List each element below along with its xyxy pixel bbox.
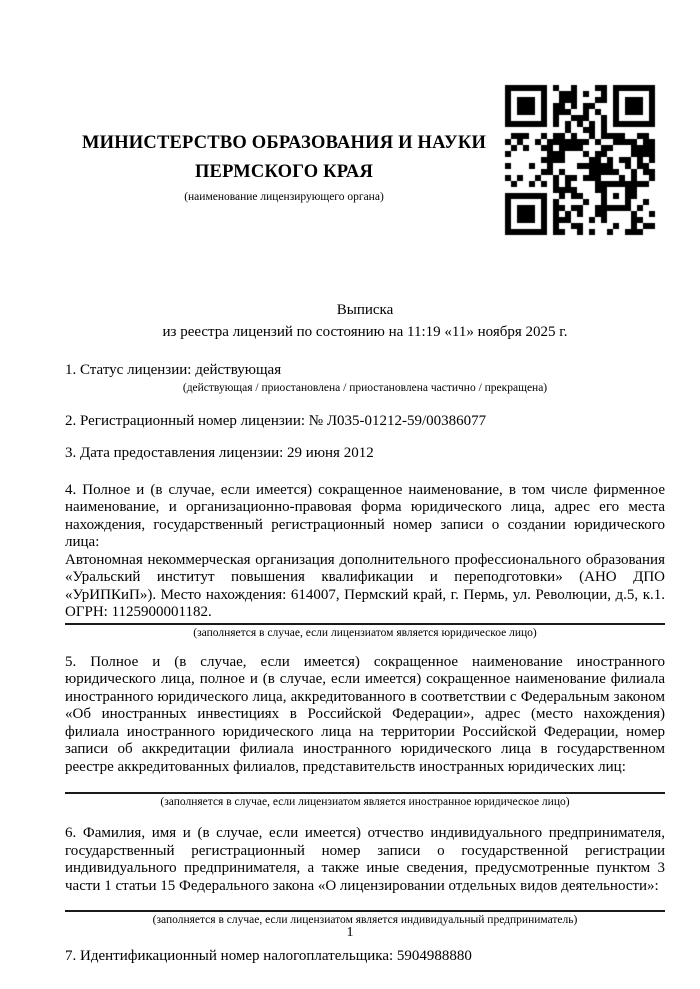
item-2-registration-number: 2. Регистрационный номер лицензии: № Л035-01212-59/00386077 — [65, 412, 487, 429]
separator-line — [65, 792, 665, 794]
item-4-legal-entity-label: 4. Полное и (в случае, если имеется) сокращенное наименование, в том числе фирменное наименование, и организационно-правовая форма юридического лица, адрес его места нахождения, государственный регистрационный номер записи о создании юридического лица: — [65, 481, 665, 550]
item-1-license-status: 1. Статус лицензии: действующая — [65, 362, 282, 378]
document-title-block — [65, 299, 665, 343]
document-title: Выписка — [336, 302, 394, 318]
item-5-foreign-entity-label: 5. Полное и (в случае, если имеется) сокращенное наименование иностранного юридического лица, полное и (в случае, если имеется) сокращенное наименование филиала иностранного юридического лица, аккредитованного в соответствии с Федеральным законом «Об иностранных инвестициях в Российской Федерации», адрес (место нахождения) филиала иностранного юридического лица на территории Российской Федерации, номер записи об аккредитации филиала иностранного юридического лица в государственном реестре аккредитованных филиалов, представительств иностранных юридических лиц: — [65, 653, 665, 775]
licensing-authority-caption: (наименование лицензирующего органа) — [184, 191, 384, 203]
item-6-note: (заполняется в случае, если лицензиатом является индивидуальный предприниматель) — [152, 914, 578, 926]
item-1-status-options-note: (действующая / приостановлена / приостановлена частично / прекращена) — [182, 381, 548, 394]
item-4-note: (заполняется в случае, если лицензиатом является юридическое лицо) — [193, 626, 537, 639]
document-content — [0, 129, 700, 966]
document-subtitle: из реестра лицензий по состоянию на 11:19 «11» ноября 2025 г. — [162, 324, 568, 340]
letterhead — [65, 129, 503, 204]
item-6-entrepreneur-label: 6. Фамилия, имя и (в случае, если имеется) отчество индивидуального предпринимателя, государственный регистрационный номер записи о государственной регистрации индивидуального предпринимателя, а также иные сведения, предусмотренные пунктом 3 части 1 статьи 15 Федерального закона «О лицензировании отдельных видов деятельности»: — [65, 825, 665, 894]
qr-code — [502, 82, 658, 238]
separator-line — [65, 623, 665, 625]
item-7-taxpayer-id: 7. Идентификационный номер налогоплательщика: 5904988880 — [65, 948, 472, 964]
item-5-note: (заполняется в случае, если лицензиатом является иностранное юридическое лицо) — [160, 796, 570, 808]
item-3-grant-date: 3. Дата предоставления лицензии: 29 июня 2012 — [65, 445, 374, 461]
separator-line — [65, 910, 665, 912]
item-4-legal-entity-value: Автономная некоммерческая организация дополнительного профессионального образования «Уральский институт повышения квалификации и переподготовки» (АНО ДПО «УрИПКиП»). Место нахождения: 614007, Пермский край, г. Пермь, ул. Революции, д.5, к.1. ОГРН: 1125900001182. — [65, 551, 665, 620]
page-number: 1 — [346, 925, 354, 940]
licensing-authority-name: МИНИСТЕРСТВО ОБРАЗОВАНИЯ И НАУКИ ПЕРМСКОГО КРАЯ — [81, 133, 487, 182]
